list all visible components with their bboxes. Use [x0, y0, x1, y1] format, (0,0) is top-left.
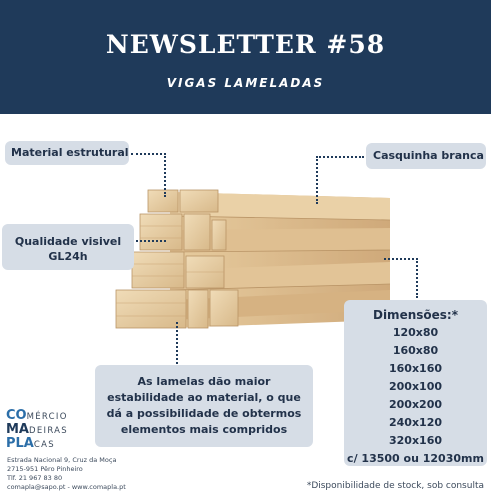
dimensao-item: 200x200 [388, 398, 443, 411]
dimensao-item: 240x120 [388, 416, 443, 429]
logo-ma: MA [6, 422, 29, 437]
connector-qualidade [136, 240, 166, 242]
callout-lamelas-line3: dá a possibilidade de obtermos [106, 407, 302, 420]
logo-line-1 [6, 408, 68, 423]
connector-casquinha-down [316, 156, 318, 204]
company-address: Estrada Nacional 9, Cruz da Moça [7, 456, 117, 464]
dimensao-item: 160x80 [392, 344, 439, 357]
dimensoes-title: Dimensões:* [372, 308, 458, 322]
connector-material [131, 153, 166, 155]
logo-co: CO [6, 408, 27, 423]
callout-casquinha-text: Casquinha branca [373, 149, 484, 162]
connector-casquinha [316, 156, 364, 158]
logo-pla: PLA [6, 436, 34, 451]
logo-cas: CAS [33, 440, 55, 450]
dimensao-item: 160x160 [388, 362, 443, 375]
connector-material-down [164, 153, 166, 197]
logo-line-2 [6, 422, 68, 437]
newsletter-title: NEWSLETTER #58 [105, 30, 386, 59]
callout-material-text: Material estrutural [11, 146, 129, 159]
callout-lamelas-line4: elementos mais compridos [120, 423, 288, 436]
callout-material-estrutural [5, 141, 129, 165]
newsletter-header [0, 0, 491, 114]
callout-casquinha-branca [366, 143, 486, 169]
callout-lamelas-line2: estabilidade ao material, o que [107, 391, 301, 404]
logo-line-3 [6, 436, 55, 451]
company-phone: Tlf. 21 967 83 80 [7, 474, 63, 482]
dimensao-item: 120x80 [392, 326, 439, 339]
stock-footnote: *Disponibilidade de stock, sob consulta [306, 481, 484, 491]
dimensao-item: 320x160 [388, 434, 443, 447]
connector-lamelas [176, 322, 178, 364]
connector-dimensoes [384, 258, 418, 260]
connector-dimensoes-down [416, 258, 418, 298]
company-contact: comapla@sapo.pt - www.comapla.pt [7, 483, 126, 491]
callout-dimensoes [344, 300, 487, 466]
company-postal: 2715-951 Pêro Pinheiro [7, 465, 83, 473]
callout-qualidade [2, 224, 134, 270]
dimensao-item: c/ 13500 ou 12030mm [347, 452, 484, 465]
callout-qualidade-line2: GL24h [48, 250, 88, 263]
logo-deiras: DEIRAS [29, 426, 68, 436]
dimensao-item: 200x100 [388, 380, 443, 393]
callout-lamelas-line1: As lamelas dão maior [137, 375, 271, 388]
callout-qualidade-line1: Qualidade visivel [14, 235, 122, 248]
logo-mercio: MÉRCIO [26, 412, 68, 422]
callout-lamelas [95, 365, 313, 447]
newsletter-subtitle: VIGAS LAMELADAS [166, 76, 325, 90]
